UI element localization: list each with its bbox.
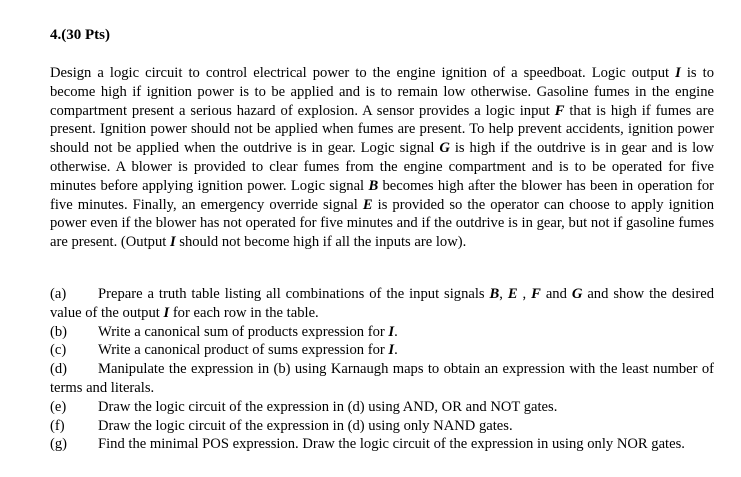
signal-variable: G: [571, 286, 583, 302]
question-part: [50, 341, 714, 360]
question-part: [50, 323, 714, 342]
problem-parts-list: [50, 285, 714, 454]
part-label: (a): [50, 286, 67, 302]
part-label: (d): [50, 361, 68, 378]
signal-variable: I: [163, 304, 170, 321]
text-run: Manipulate the expression in (b) using Karnaugh maps to obtain an expression with the least number of terms and literals.: [50, 361, 714, 396]
question-part: [50, 435, 714, 454]
text-run: Write a canonical sum of products expression for: [98, 323, 389, 340]
signal-variable: F: [531, 286, 541, 302]
part-label: (e): [50, 398, 67, 415]
text-run: Draw the logic circuit of the expression in (d) using AND, OR and NOT gates.: [98, 398, 558, 415]
text-run: .: [394, 323, 398, 340]
part-label: (b): [50, 323, 68, 340]
text-run: that is high if fumes are present. Ignition power should not be applied when fumes are present. To help prevent accidents, ignition power should not be applied when the outdrive is in gear. Logic signal: [50, 102, 714, 157]
text-run: Write a canonical product of sums expression for: [98, 342, 389, 359]
text-run: is to become high if ignition power is to be applied and is to remain low otherwise. Gasoline fumes in the engine compartment present a serious hazard of explosion. A sensor provides a logic input: [50, 65, 714, 119]
text-run: and show the desired value of the output: [50, 286, 714, 321]
signal-variable: E: [362, 196, 373, 213]
part-label: (f): [50, 417, 65, 434]
signal-variable: B: [368, 177, 379, 194]
signal-variable: F: [554, 102, 565, 119]
text-run: becomes high after the blower has been in operation for five minutes. Finally, an emergency override signal: [50, 177, 714, 213]
signal-variable: G: [439, 140, 450, 157]
text-run: for each row in the table.: [169, 304, 319, 321]
text-run: should not become high if all the inputs are low).: [175, 234, 467, 251]
text-run: and: [540, 286, 572, 302]
text-run: ,: [499, 286, 508, 302]
signal-variable: I: [388, 323, 395, 340]
part-label: (g): [50, 436, 68, 453]
text-run: Find the minimal POS expression. Draw the logic circuit of the expression in using only NOR gates.: [98, 436, 685, 453]
question-part: [50, 360, 714, 398]
question-part: [50, 417, 714, 436]
text-run: Design a logic circuit to control electrical power to the engine ignition of a speedboat. Logic output: [50, 65, 676, 81]
text-run: Draw the logic circuit of the expression in (d) using only NAND gates.: [98, 417, 513, 434]
text-run: Prepare a truth table listing all combinations of the input signals: [98, 286, 490, 302]
problem-statement: [50, 64, 714, 252]
text-run: .: [394, 342, 398, 359]
signal-variable: I: [169, 234, 176, 251]
text-run: is high if the outdrive is in gear and is low otherwise. A blower is provided to clear fumes from the engine compartment and is to be operated for five minutes before applying ignition power. Logic signal: [50, 140, 715, 194]
part-label: (c): [50, 342, 67, 359]
signal-variable: I: [675, 65, 681, 81]
signal-variable: E: [507, 286, 518, 302]
question-part: [50, 285, 714, 323]
text-run: ,: [517, 286, 532, 302]
question-part: [50, 398, 714, 417]
text-run: is provided so the operator can choose to apply ignition power even if the blower has not operated for five minutes and if the outdrive is in gear, but not if gasoline fumes are present. (Output: [50, 196, 714, 251]
problem-heading: 4.(30 Pts): [50, 27, 110, 43]
signal-variable: B: [489, 286, 500, 302]
signal-variable: I: [388, 342, 395, 359]
